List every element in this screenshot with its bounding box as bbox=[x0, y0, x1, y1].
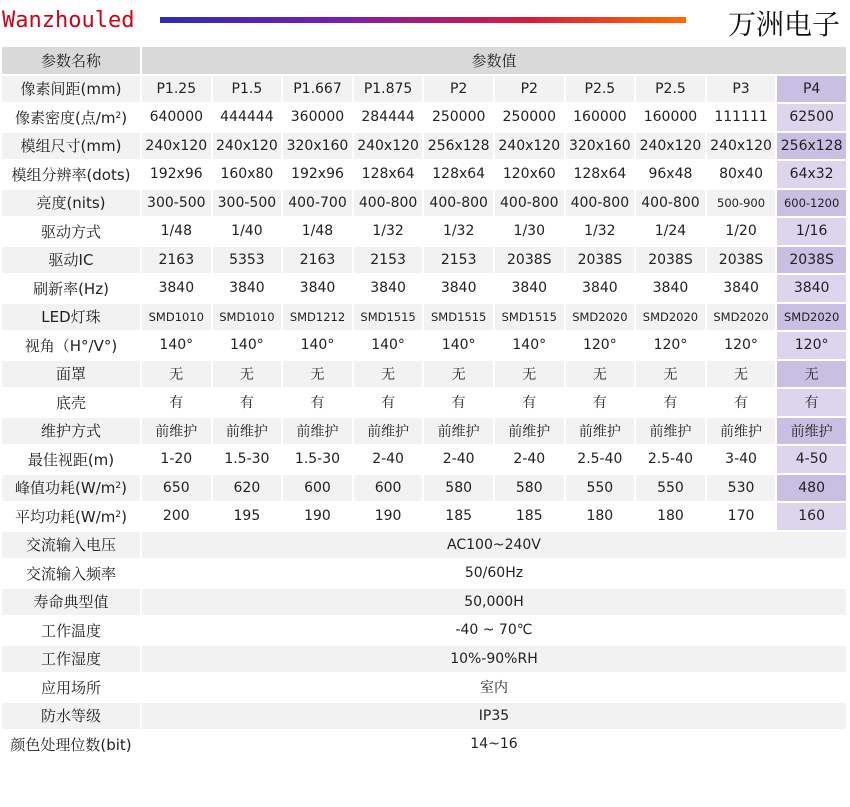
table-cell: SMD2020 bbox=[566, 304, 635, 331]
row-label: 防水等级 bbox=[2, 703, 140, 730]
table-cell: 200 bbox=[142, 503, 211, 530]
table-cell: 2038S bbox=[707, 247, 776, 274]
table-cell: 1/20 bbox=[707, 218, 776, 245]
table-cell: 2.5-40 bbox=[566, 446, 635, 473]
table-row bbox=[2, 703, 846, 730]
row-label-text: 维护方式 bbox=[40, 422, 101, 441]
header-param-value: 参数值 bbox=[142, 47, 846, 74]
table-header-row bbox=[2, 47, 846, 74]
table-cell: 256x128 bbox=[777, 133, 846, 160]
table-cell: 有 bbox=[636, 389, 705, 416]
table-cell: 64x32 bbox=[777, 161, 846, 188]
table-cell: 2.5-40 bbox=[636, 446, 705, 473]
row-label-text: 底壳 bbox=[55, 393, 86, 412]
table-cell: 1/32 bbox=[424, 218, 493, 245]
table-cell: 400-800 bbox=[566, 190, 635, 217]
row-label bbox=[2, 418, 140, 445]
table-cell: 3840 bbox=[566, 275, 635, 302]
table-row bbox=[2, 104, 846, 131]
table-cell: 前维护 bbox=[142, 418, 211, 445]
row-label bbox=[2, 161, 140, 188]
table-cell: 120° bbox=[636, 332, 705, 359]
table-row bbox=[2, 161, 846, 188]
row-label bbox=[2, 503, 140, 530]
row-label: 应用场所 bbox=[2, 674, 140, 701]
table-cell: P2.5 bbox=[566, 76, 635, 103]
table-cell: 2163 bbox=[142, 247, 211, 274]
table-cell: 前维护 bbox=[495, 418, 564, 445]
table-cell: 有 bbox=[283, 389, 352, 416]
table-cell: 3840 bbox=[213, 275, 282, 302]
table-cell: 240x120 bbox=[354, 133, 423, 160]
table-cell: SMD1010 bbox=[213, 304, 282, 331]
table-cell: SMD2020 bbox=[777, 304, 846, 331]
table-cell: 1/48 bbox=[283, 218, 352, 245]
table-row bbox=[2, 560, 846, 587]
row-label bbox=[2, 76, 140, 103]
table-cell: 320x160 bbox=[283, 133, 352, 160]
table-cell: 1.5-30 bbox=[283, 446, 352, 473]
table-cell: 650 bbox=[142, 475, 211, 502]
row-label bbox=[2, 104, 140, 131]
table-cell: 170 bbox=[707, 503, 776, 530]
table-cell: 无 bbox=[213, 361, 282, 388]
table-cell: 400-800 bbox=[636, 190, 705, 217]
table-row bbox=[2, 133, 846, 160]
table-row bbox=[2, 190, 846, 217]
row-label-text: 视角（H°/V°) bbox=[24, 336, 118, 355]
shared-value-cell: 50,000H bbox=[142, 589, 846, 616]
shared-value-cell: 室内 bbox=[142, 674, 846, 701]
table-cell: 2038S bbox=[495, 247, 564, 274]
table-cell: 250000 bbox=[424, 104, 493, 131]
row-label-suffix: ) bbox=[121, 507, 127, 526]
table-cell: SMD2020 bbox=[707, 304, 776, 331]
table-row bbox=[2, 674, 846, 701]
row-label: 颜色处理位数(bit) bbox=[2, 731, 140, 758]
table-cell: 3840 bbox=[777, 275, 846, 302]
table-cell: 有 bbox=[566, 389, 635, 416]
table-cell: 2038S bbox=[636, 247, 705, 274]
table-cell: SMD2020 bbox=[636, 304, 705, 331]
table-cell: 3840 bbox=[424, 275, 493, 302]
table-cell: 360000 bbox=[283, 104, 352, 131]
table-cell: 4-50 bbox=[777, 446, 846, 473]
table-cell: 580 bbox=[424, 475, 493, 502]
table-row bbox=[2, 475, 846, 502]
table-cell: 190 bbox=[354, 503, 423, 530]
table-cell: 无 bbox=[777, 361, 846, 388]
table-row bbox=[2, 731, 846, 758]
row-label bbox=[2, 133, 140, 160]
table-cell: 580 bbox=[495, 475, 564, 502]
table-cell: 111111 bbox=[707, 104, 776, 131]
table-cell: 有 bbox=[142, 389, 211, 416]
spec-table bbox=[0, 45, 848, 760]
row-label-text: 驱动IC bbox=[48, 251, 94, 270]
table-cell: 前维护 bbox=[636, 418, 705, 445]
row-label bbox=[2, 361, 140, 388]
table-cell: 有 bbox=[707, 389, 776, 416]
table-cell: 有 bbox=[777, 389, 846, 416]
table-cell: 前维护 bbox=[707, 418, 776, 445]
row-label-text: 面罩 bbox=[55, 365, 86, 384]
table-cell: 140° bbox=[354, 332, 423, 359]
table-cell: 3840 bbox=[495, 275, 564, 302]
table-cell: 2-40 bbox=[424, 446, 493, 473]
table-cell: 180 bbox=[566, 503, 635, 530]
table-cell: 140° bbox=[213, 332, 282, 359]
row-label-text: 模组尺寸(mm) bbox=[20, 137, 122, 156]
row-label: 寿命典型值 bbox=[2, 589, 140, 616]
brand-logo-text: Wanzhouled bbox=[2, 8, 135, 33]
table-cell: 530 bbox=[707, 475, 776, 502]
row-label bbox=[2, 275, 140, 302]
table-cell: 2153 bbox=[424, 247, 493, 274]
table-cell: 185 bbox=[495, 503, 564, 530]
table-cell: 无 bbox=[283, 361, 352, 388]
shared-value-cell: 14~16 bbox=[142, 731, 846, 758]
table-cell: 前维护 bbox=[354, 418, 423, 445]
table-cell: 400-800 bbox=[495, 190, 564, 217]
table-row bbox=[2, 275, 846, 302]
table-cell: 前维护 bbox=[424, 418, 493, 445]
table-cell: 1/48 bbox=[142, 218, 211, 245]
row-label-text: 最佳视距(m) bbox=[27, 450, 115, 469]
row-label-text: 像素密度(点/m bbox=[14, 108, 116, 127]
table-cell: 600 bbox=[283, 475, 352, 502]
table-row bbox=[2, 503, 846, 530]
table-cell: 240x120 bbox=[495, 133, 564, 160]
table-cell: SMD1515 bbox=[424, 304, 493, 331]
table-cell: 550 bbox=[566, 475, 635, 502]
table-cell: 有 bbox=[424, 389, 493, 416]
table-cell: 前维护 bbox=[566, 418, 635, 445]
table-cell: 160x80 bbox=[213, 161, 282, 188]
table-cell: 前维护 bbox=[283, 418, 352, 445]
table-cell: 3840 bbox=[142, 275, 211, 302]
row-label-text: 峰值功耗(W/m bbox=[15, 479, 116, 498]
table-row bbox=[2, 446, 846, 473]
table-cell: 180 bbox=[636, 503, 705, 530]
shared-value-cell: AC100~240V bbox=[142, 532, 846, 559]
table-cell: 5353 bbox=[213, 247, 282, 274]
table-cell: 400-700 bbox=[283, 190, 352, 217]
table-cell: 240x120 bbox=[213, 133, 282, 160]
table-cell: 300-500 bbox=[142, 190, 211, 217]
table-cell: 140° bbox=[495, 332, 564, 359]
table-cell: 256x128 bbox=[424, 133, 493, 160]
table-cell: 3840 bbox=[354, 275, 423, 302]
table-cell: 1-20 bbox=[142, 446, 211, 473]
row-label-text: 刷新率(Hz) bbox=[33, 279, 109, 298]
table-cell: 320x160 bbox=[566, 133, 635, 160]
table-cell: 有 bbox=[354, 389, 423, 416]
table-row bbox=[2, 332, 846, 359]
table-cell: P2 bbox=[424, 76, 493, 103]
table-cell: 444444 bbox=[213, 104, 282, 131]
table-cell: 无 bbox=[636, 361, 705, 388]
table-cell: P3 bbox=[707, 76, 776, 103]
table-cell: 120x60 bbox=[495, 161, 564, 188]
table-cell: 240x120 bbox=[636, 133, 705, 160]
row-label-text: 亮度(nits) bbox=[36, 194, 106, 213]
table-cell: 620 bbox=[213, 475, 282, 502]
table-cell: 195 bbox=[213, 503, 282, 530]
row-label-superscript: 2 bbox=[115, 110, 122, 121]
table-cell: 128x64 bbox=[354, 161, 423, 188]
table-row bbox=[2, 304, 846, 331]
table-cell: 1.5-30 bbox=[213, 446, 282, 473]
row-label bbox=[2, 475, 140, 502]
table-cell: 400-800 bbox=[354, 190, 423, 217]
table-cell: 480 bbox=[777, 475, 846, 502]
table-row bbox=[2, 247, 846, 274]
row-label bbox=[2, 332, 140, 359]
table-cell: SMD1515 bbox=[354, 304, 423, 331]
table-row bbox=[2, 646, 846, 673]
table-row bbox=[2, 76, 846, 103]
table-cell: 2-40 bbox=[495, 446, 564, 473]
table-cell: 600-1200 bbox=[777, 190, 846, 217]
shared-value-cell: -40 ~ 70℃ bbox=[142, 617, 846, 644]
table-cell: 有 bbox=[213, 389, 282, 416]
row-label-superscript: 2 bbox=[115, 481, 122, 492]
table-cell: SMD1515 bbox=[495, 304, 564, 331]
table-row bbox=[2, 418, 846, 445]
table-cell: 160 bbox=[777, 503, 846, 530]
row-label-text: 平均功耗(W/m bbox=[15, 507, 116, 526]
table-cell: 128x64 bbox=[566, 161, 635, 188]
header-param-name: 参数名称 bbox=[2, 47, 140, 74]
table-cell: 无 bbox=[424, 361, 493, 388]
row-label-suffix: ) bbox=[121, 108, 128, 127]
table-cell: 1/32 bbox=[566, 218, 635, 245]
table-cell: 160000 bbox=[566, 104, 635, 131]
table-cell: 无 bbox=[142, 361, 211, 388]
table-cell: 2-40 bbox=[354, 446, 423, 473]
table-cell: 192x96 bbox=[142, 161, 211, 188]
table-cell: 1/30 bbox=[495, 218, 564, 245]
row-label bbox=[2, 190, 140, 217]
row-label: 工作温度 bbox=[2, 617, 140, 644]
shared-value-cell: 50/60Hz bbox=[142, 560, 846, 587]
shared-value-cell: 10%-90%RH bbox=[142, 646, 846, 673]
row-label: 交流输入频率 bbox=[2, 560, 140, 587]
table-row bbox=[2, 218, 846, 245]
table-row bbox=[2, 589, 846, 616]
table-cell: 284444 bbox=[354, 104, 423, 131]
table-row bbox=[2, 361, 846, 388]
table-cell: SMD1212 bbox=[283, 304, 352, 331]
table-cell: 600 bbox=[354, 475, 423, 502]
table-cell: 3840 bbox=[636, 275, 705, 302]
row-label-superscript: 2 bbox=[115, 509, 122, 520]
table-cell: 前维护 bbox=[777, 418, 846, 445]
table-cell: 1/40 bbox=[213, 218, 282, 245]
table-cell: 1/24 bbox=[636, 218, 705, 245]
table-cell: 500-900 bbox=[707, 190, 776, 217]
header bbox=[0, 0, 850, 42]
table-cell: 3-40 bbox=[707, 446, 776, 473]
table-cell: 300-500 bbox=[213, 190, 282, 217]
table-cell: 240x120 bbox=[142, 133, 211, 160]
table-cell: 无 bbox=[495, 361, 564, 388]
table-cell: 1/16 bbox=[777, 218, 846, 245]
table-cell: 160000 bbox=[636, 104, 705, 131]
table-cell: 2163 bbox=[283, 247, 352, 274]
gradient-divider bbox=[160, 17, 686, 23]
table-cell: 140° bbox=[283, 332, 352, 359]
table-cell: 640000 bbox=[142, 104, 211, 131]
table-cell: 3840 bbox=[707, 275, 776, 302]
table-cell: 80x40 bbox=[707, 161, 776, 188]
table-cell: 2038S bbox=[777, 247, 846, 274]
row-label bbox=[2, 304, 140, 331]
table-cell: 无 bbox=[354, 361, 423, 388]
table-cell: SMD1010 bbox=[142, 304, 211, 331]
table-cell: 240x120 bbox=[707, 133, 776, 160]
table-cell: 2153 bbox=[354, 247, 423, 274]
table-cell: 无 bbox=[566, 361, 635, 388]
company-name: 万洲电子 bbox=[727, 8, 840, 41]
table-cell: 140° bbox=[142, 332, 211, 359]
table-cell: 550 bbox=[636, 475, 705, 502]
table-cell: P4 bbox=[777, 76, 846, 103]
table-cell: 192x96 bbox=[283, 161, 352, 188]
table-cell: P2.5 bbox=[636, 76, 705, 103]
table-row bbox=[2, 532, 846, 559]
table-cell: 190 bbox=[283, 503, 352, 530]
table-cell: 96x48 bbox=[636, 161, 705, 188]
table-row bbox=[2, 617, 846, 644]
row-label: 交流输入电压 bbox=[2, 532, 140, 559]
table-cell: 140° bbox=[424, 332, 493, 359]
table-cell: P1.5 bbox=[213, 76, 282, 103]
table-cell: 1/32 bbox=[354, 218, 423, 245]
table-cell: 185 bbox=[424, 503, 493, 530]
table-cell: P2 bbox=[495, 76, 564, 103]
table-cell: 前维护 bbox=[213, 418, 282, 445]
table-cell: 无 bbox=[707, 361, 776, 388]
table-cell: P1.667 bbox=[283, 76, 352, 103]
table-cell: 120° bbox=[777, 332, 846, 359]
table-cell: 62500 bbox=[777, 104, 846, 131]
table-cell: 有 bbox=[495, 389, 564, 416]
table-cell: 250000 bbox=[495, 104, 564, 131]
table-cell: 120° bbox=[566, 332, 635, 359]
row-label bbox=[2, 389, 140, 416]
row-label-text: 模组分辨率(dots) bbox=[11, 165, 131, 184]
table-cell: 2038S bbox=[566, 247, 635, 274]
row-label bbox=[2, 218, 140, 245]
row-label-suffix: ) bbox=[121, 479, 127, 498]
row-label-text: 像素间距(mm) bbox=[20, 80, 122, 99]
row-label-text: 驱动方式 bbox=[40, 222, 101, 241]
table-cell: 128x64 bbox=[424, 161, 493, 188]
table-cell: 400-800 bbox=[424, 190, 493, 217]
row-label: 工作湿度 bbox=[2, 646, 140, 673]
table-cell: P1.875 bbox=[354, 76, 423, 103]
table-cell: P1.25 bbox=[142, 76, 211, 103]
table-cell: 120° bbox=[707, 332, 776, 359]
shared-value-cell: IP35 bbox=[142, 703, 846, 730]
row-label bbox=[2, 247, 140, 274]
table-row bbox=[2, 389, 846, 416]
row-label bbox=[2, 446, 140, 473]
row-label-text: LED灯珠 bbox=[41, 308, 101, 327]
table-cell: 3840 bbox=[283, 275, 352, 302]
